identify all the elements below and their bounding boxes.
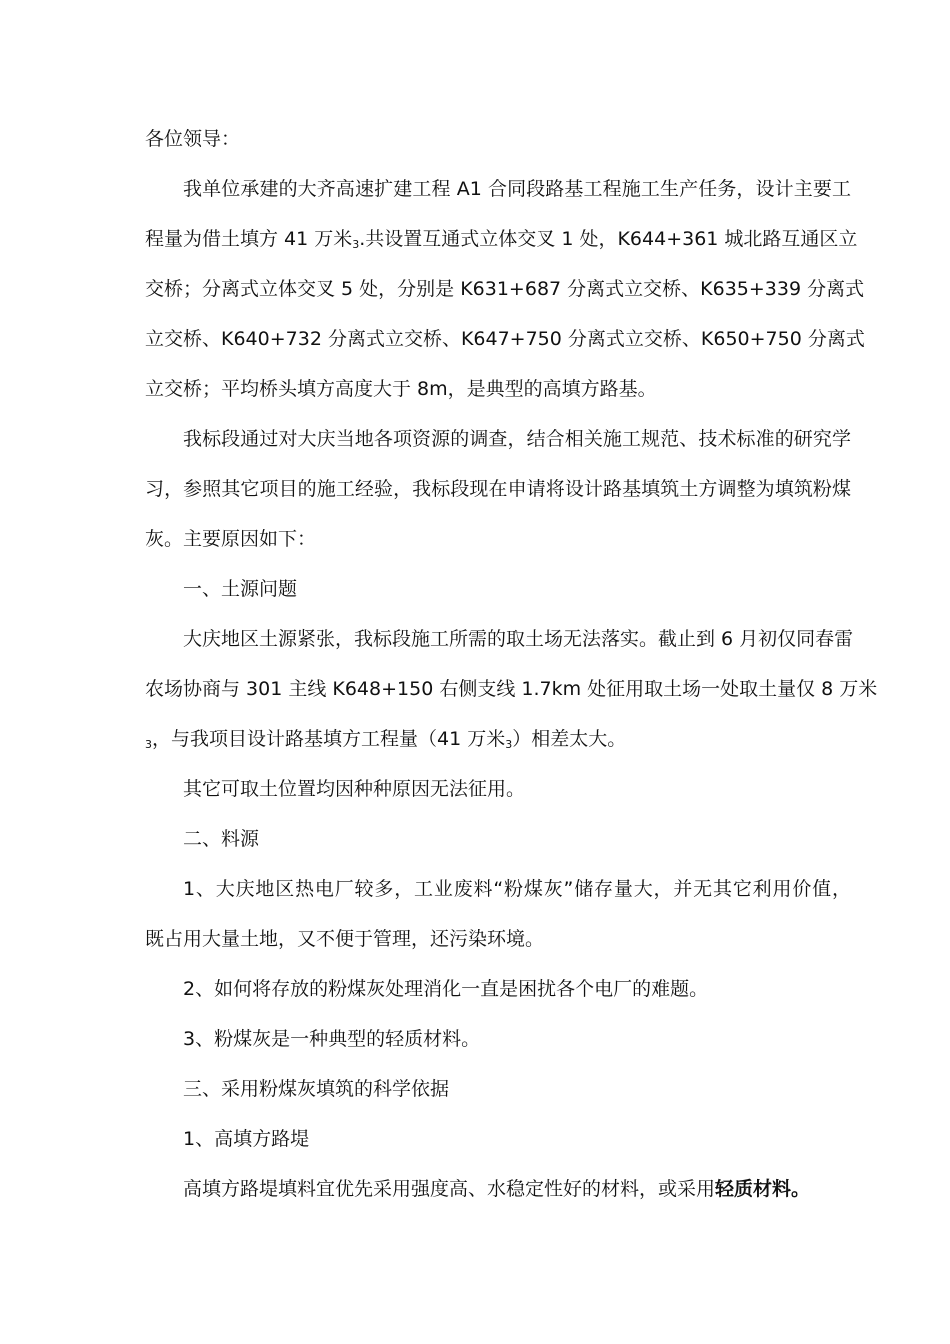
text-segment: .共设置互通式立体交叉 1 处，K644+361 城北路互通区立 [359, 228, 858, 250]
paragraph-2-line-2: 习，参照其它项目的施工经验，我标段现在申请将设计路基填筑土方调整为填筑粉煤 [145, 478, 851, 500]
paragraph-5-line-2: 既占用大量土地，又不便于管理，还污染环境。 [145, 928, 545, 950]
section-heading-2: 二、料源 [183, 828, 260, 850]
paragraph-1-line-4: 立交桥、K640+732 分离式立交桥、K647+750 分离式立交桥、K650+750 分离式 [145, 328, 865, 350]
text-segment: 。 [791, 1178, 811, 1200]
text-segment: ）相差太大。 [512, 728, 627, 750]
superscript-unit: 3 [505, 738, 513, 751]
emphasis-text: 轻质材料 [715, 1178, 792, 1200]
paragraph-1-line-1: 我单位承建的大齐高速扩建工程 A1 合同段路基工程施工生产任务，设计主要工 [183, 178, 851, 200]
superscript-unit: 3 [352, 238, 360, 251]
section-heading-1: 一、土源问题 [183, 578, 298, 600]
superscript-unit: 3 [145, 738, 152, 751]
paragraph-6: 2、如何将存放的粉煤灰处理消化一直是困扰各个电厂的难题。 [183, 978, 709, 1000]
paragraph-3-line-1: 大庆地区土源紧张，我标段施工所需的取土场无法落实。截止到 6 月初仅同春雷 [183, 628, 854, 650]
paragraph-7: 3、粉煤灰是一种典型的轻质材料。 [183, 1028, 481, 1050]
salutation: 各位领导： [145, 128, 241, 150]
paragraph-2-line-3: 灰。主要原因如下： [145, 528, 317, 550]
paragraph-1-line-3: 交桥；分离式立体交叉 5 处，分别是 K631+687 分离式立交桥、K635+339 分离式 [145, 278, 865, 300]
subsection-heading-3-1: 1、高填方路堤 [183, 1128, 310, 1150]
paragraph-3-line-2: 农场协商与 301 主线 K648+150 右侧支线 1.7km 处征用取土场一处取土量仅 8 万米 [145, 678, 878, 700]
paragraph-2-line-1: 我标段通过对大庆当地各项资源的调查，结合相关施工规范、技术标准的研究学 [183, 428, 851, 450]
paragraph-8 [183, 1176, 810, 1202]
text-segment: 程量为借土填方 41 万米 [145, 228, 353, 250]
text-segment: 高填方路堤填料宜优先采用强度高、水稳定性好的材料，或采用 [183, 1178, 716, 1200]
paragraph-5-line-1: 1、大庆地区热电厂较多，工业废料“粉煤灰”储存量大，并无其它利用价值， [183, 878, 851, 900]
paragraph-1-line-5: 立交桥；平均桥头填方高度大于 8m，是典型的高填方路基。 [145, 378, 657, 400]
text-segment: ，与我项目设计路基填方工程量（41 万米 [152, 728, 506, 750]
paragraph-4: 其它可取土位置均因种种原因无法征用。 [183, 778, 526, 800]
paragraph-3-line-3 [145, 726, 626, 752]
section-heading-3: 三、采用粉煤灰填筑的科学依据 [183, 1078, 450, 1100]
paragraph-1-line-2 [145, 226, 857, 252]
